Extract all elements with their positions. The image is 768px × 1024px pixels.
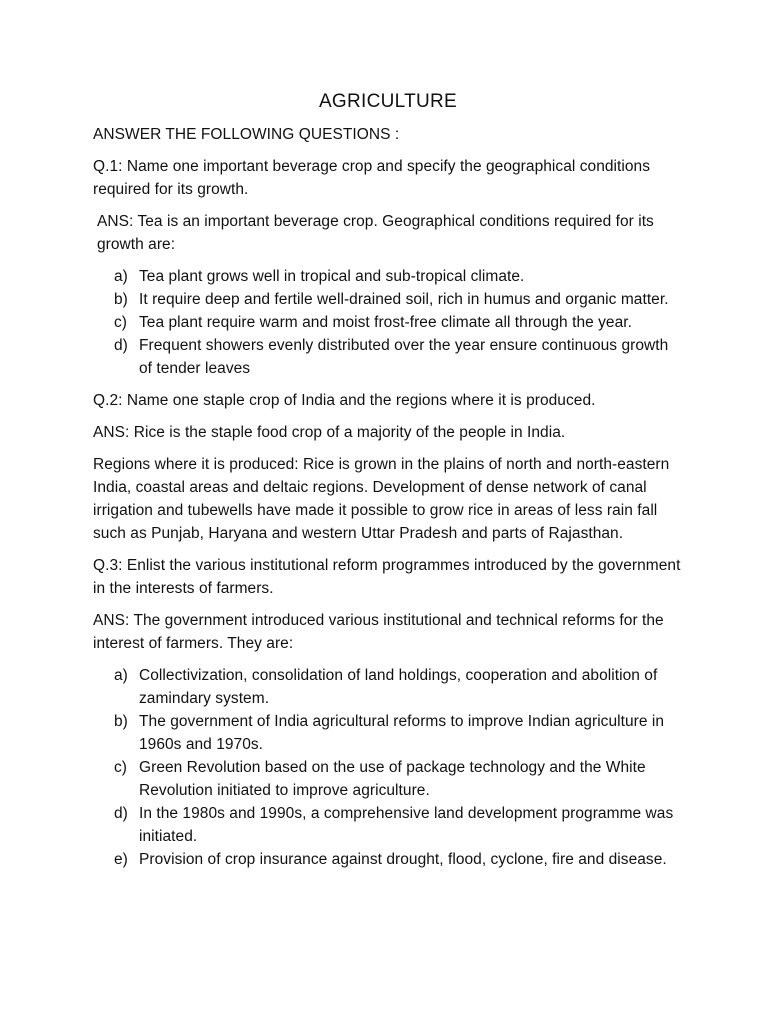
list-item xyxy=(114,802,683,848)
list-marker: c) xyxy=(114,314,128,331)
list-item-text: Frequent showers evenly distributed over the year ensure continuous growth of tender leaves xyxy=(139,337,669,377)
list-marker: c) xyxy=(114,759,128,776)
q1-answer: ANS: Tea is an important beverage crop. Geographical conditions required for its growth are: xyxy=(97,213,654,253)
q2-question: Q.2: Name one staple crop of India and the regions where it is produced. xyxy=(93,392,596,409)
list-item-text: Tea plant grows well in tropical and sub-tropical climate. xyxy=(139,268,525,285)
list-item-text: Tea plant require warm and moist frost-free climate all through the year. xyxy=(139,314,632,331)
list-item xyxy=(114,288,683,311)
list-marker: a) xyxy=(114,268,128,285)
list-item-text: It require deep and fertile well-drained soil, rich in humus and organic matter. xyxy=(139,291,669,308)
list-item xyxy=(114,664,683,710)
q2-answer: ANS: Rice is the staple food crop of a majority of the people in India. xyxy=(93,424,566,441)
list-item xyxy=(114,334,683,380)
q1-question: Q.1: Name one important beverage crop and specify the geographical conditions required for its growth. xyxy=(93,158,651,198)
list-item xyxy=(114,848,683,871)
page-title: AGRICULTURE xyxy=(318,91,458,112)
q3-question: Q.3: Enlist the various institutional reform programmes introduced by the government in the interests of farmers. xyxy=(93,557,681,597)
list-marker: e) xyxy=(114,851,128,868)
q3-answer: ANS: The government introduced various institutional and technical reforms for the interest of farmers. They are: xyxy=(93,612,664,652)
instruction-text: ANSWER THE FOLLOWING QUESTIONS : xyxy=(93,126,400,143)
list-item xyxy=(114,265,683,288)
list-marker: b) xyxy=(114,713,128,730)
q2-regions-paragraph: Regions where it is produced: Rice is grown in the plains of north and north-eastern India, coastal areas and deltaic regions. Development of dense network of canal irrigation and tubewells have made it possible to grow rice in areas of less rain fall such as Punjab, Haryana and western Uttar Pradesh and parts of Rajasthan. xyxy=(93,456,670,542)
list-marker: d) xyxy=(114,337,128,354)
list-item xyxy=(114,710,683,756)
list-item-text: In the 1980s and 1990s, a comprehensive land development programme was initiated. xyxy=(139,805,674,845)
list-item xyxy=(114,756,683,802)
q1-answer-list xyxy=(93,265,683,380)
list-marker: a) xyxy=(114,667,128,684)
q3-answer-list xyxy=(93,664,683,871)
list-item-text: Collectivization, consolidation of land holdings, cooperation and abolition of zamindary system. xyxy=(139,667,658,707)
list-item xyxy=(114,311,683,334)
document-body xyxy=(93,88,683,880)
list-item-text: Green Revolution based on the use of package technology and the White Revolution initiated to improve agriculture. xyxy=(139,759,646,799)
list-marker: b) xyxy=(114,291,128,308)
list-item-text: Provision of crop insurance against drought, flood, cyclone, fire and disease. xyxy=(139,851,667,868)
list-marker: d) xyxy=(114,805,128,822)
list-item-text: The government of India agricultural reforms to improve Indian agriculture in 1960s and 1970s. xyxy=(139,713,665,753)
